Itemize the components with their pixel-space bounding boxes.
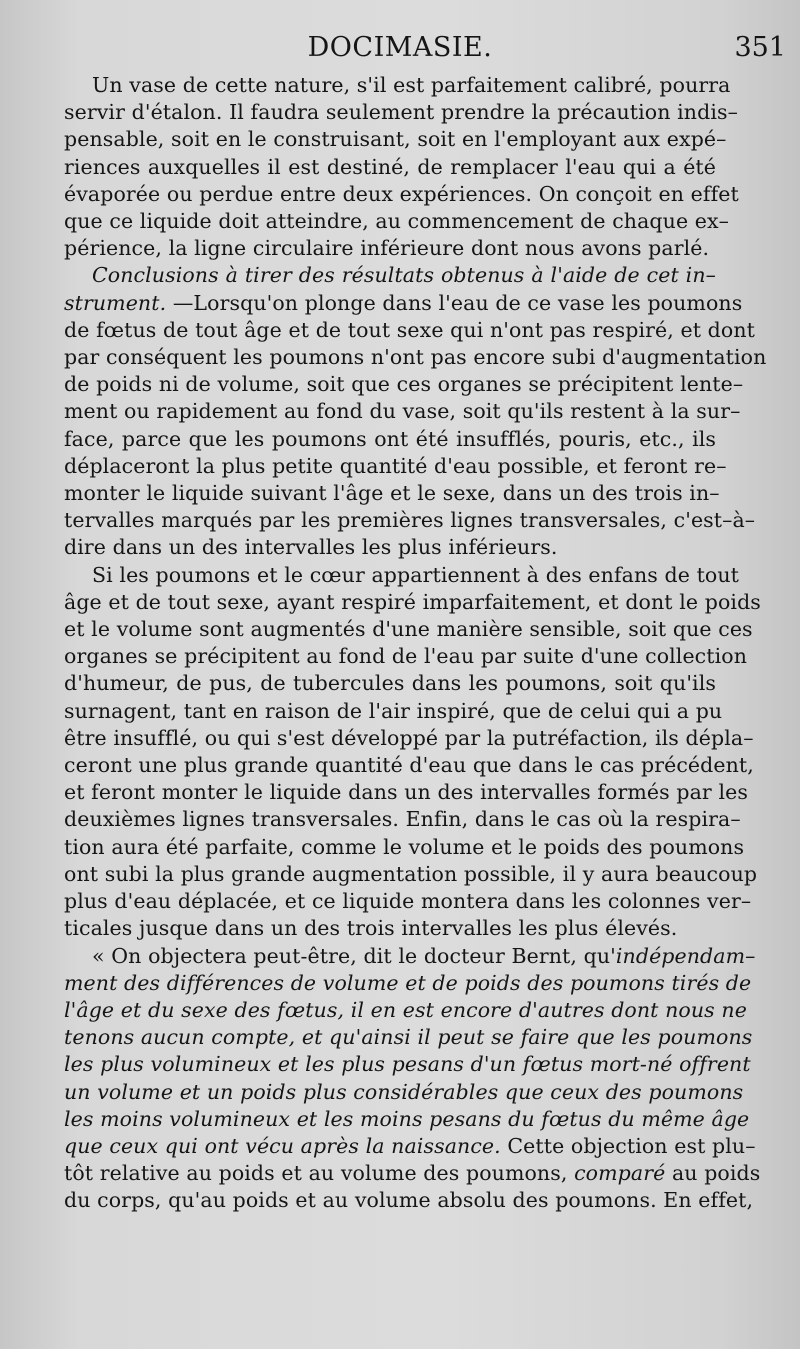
text-line [64, 371, 744, 398]
text: surnagent, tant en raison de l'air inspiré, que de celui qui a pu [64, 698, 723, 723]
italic-text: comparé [574, 1161, 666, 1186]
text: riences auxquelles il est destiné, de remplacer l'eau qui a été [64, 154, 716, 179]
page-header [0, 32, 800, 72]
text: Si les poumons et le cœur appartiennent à des enfans de tout [92, 562, 740, 587]
text-line [64, 426, 716, 453]
text-line [64, 643, 747, 670]
text: âge et de tout sexe, ayant respiré imparfaitement, et dont le poids [64, 589, 761, 614]
text-line [64, 398, 741, 425]
text-line [64, 861, 758, 888]
text-line [64, 344, 767, 371]
text: ment ou rapidement au fond du vase, soit qu'ils restent à la sur– [64, 399, 741, 424]
italic-text: strument. [64, 290, 167, 315]
text: que ce liquide doit atteindre, au commencement de chaque ex– [64, 209, 730, 234]
paragraph [64, 262, 767, 561]
italic-text: Conclusions à tirer des résultats obtenus à l'aide de cet in– [92, 263, 716, 288]
text-line [64, 1187, 754, 1214]
text-line [64, 72, 731, 99]
text: face, parce que les poumons ont été insufflés, pouris, etc., ils [64, 426, 716, 451]
text: monter le liquide suivant l'âge et le sexe, dans un des trois in– [64, 481, 720, 506]
text-line [64, 1024, 753, 1051]
text-line [64, 1051, 751, 1078]
text: être insufflé, ou qui s'est développé par la putréfaction, ils dépla– [64, 725, 754, 750]
text: deuxièmes lignes transversales. Enfin, dans le cas où la respira– [64, 807, 741, 832]
text: tervalles marqués par les premières lignes transversales, c'est–à– [64, 508, 756, 533]
paragraph [64, 943, 761, 1215]
text: évaporée ou perdue entre deux expériences. On conçoit en effet [64, 181, 739, 206]
text: « On objectera peut-être, dit le docteur Bernt, qu' [92, 943, 616, 968]
text: Un vase de cette nature, s'il est parfaitement calibré, pourra [92, 73, 731, 97]
text: tion aura été parfaite, comme le volume et le poids des poumons [64, 834, 745, 859]
text-line [64, 507, 756, 534]
text: organes se précipitent au fond de l'eau par suite d'une collection [64, 644, 747, 669]
text: pensable, soit en le construisant, soit en l'employant aux expé– [64, 127, 727, 152]
text: de fœtus de tout âge et de tout sexe qui n'ont pas respiré, et dont [64, 317, 755, 342]
text-line [64, 262, 716, 289]
text-line [64, 997, 747, 1024]
text: ceront une plus grande quantité d'eau que dans le cas précédent, [64, 753, 754, 778]
text-line [64, 752, 754, 779]
italic-text: que ceux qui ont vécu après la naissance. [64, 1133, 501, 1158]
italic-text: ment des différences de volume et de poids des poumons tirés de [64, 970, 752, 995]
text-line [64, 943, 756, 970]
text-line [64, 616, 753, 643]
text-line [64, 589, 761, 616]
text-line [64, 915, 716, 942]
text-line [64, 480, 720, 507]
text-line [64, 235, 716, 262]
italic-text: un volume et un poids plus considérables que ceux des poumons [64, 1079, 744, 1104]
text-line [64, 290, 743, 317]
text: ticales jusque dans un des trois intervalles les plus élevés. [64, 916, 678, 941]
text-line [64, 670, 716, 697]
paragraph [64, 72, 739, 262]
paragraph [64, 562, 761, 943]
text-line [64, 208, 730, 235]
text: et feront monter le liquide dans un des intervalles formés par les [64, 780, 748, 805]
text-line [64, 779, 748, 806]
text-line [64, 970, 752, 997]
text-line [64, 99, 738, 126]
running-title: DOCIMASIE. [307, 32, 493, 63]
text-line [64, 698, 723, 725]
text: et le volume sont augmentés d'une manière sensible, soit que ces [64, 617, 753, 642]
text-line [64, 888, 752, 915]
italic-text: les plus volumineux et les plus pesans d'un fœtus mort-né offrent [64, 1052, 751, 1077]
text: —Lorsqu'on plonge dans l'eau de ce vase les poumons [166, 290, 743, 315]
page-number: 351 [734, 32, 786, 63]
text-line [64, 1079, 744, 1106]
italic-text: l'âge et du sexe des fœtus, il en est encore d'autres dont nous ne [64, 997, 747, 1022]
text-line [64, 181, 739, 208]
body-text [64, 72, 767, 1215]
text-line [64, 154, 716, 181]
text-line [64, 534, 716, 561]
text-line [64, 1106, 750, 1133]
italic-text: les moins volumineux et les moins pesans du fœtus du même âge [64, 1106, 750, 1131]
italic-text: indépendam– [615, 943, 756, 968]
text-line [64, 806, 741, 833]
text: au poids [665, 1161, 761, 1186]
text: ont subi la plus grande augmentation possible, il y aura beaucoup [64, 861, 758, 886]
text: d'humeur, de pus, de tubercules dans les poumons, soit qu'ils [64, 671, 716, 696]
text: de poids ni de volume, soit que ces organes se précipitent lente– [64, 372, 744, 397]
text-line [64, 1160, 761, 1187]
text: déplaceront la plus petite quantité d'eau possible, et feront re– [64, 453, 727, 478]
text: plus d'eau déplacée, et ce liquide montera dans les colonnes ver– [64, 889, 752, 914]
text: dire dans un des intervalles les plus inférieurs. [64, 535, 558, 560]
text-line [64, 126, 727, 153]
text: du corps, qu'au poids et au volume absolu des poumons. En effet, [64, 1188, 754, 1213]
text: tôt relative au poids et au volume des poumons, [64, 1161, 575, 1186]
text-line [64, 317, 755, 344]
text: par conséquent les poumons n'ont pas encore subi d'augmentation [64, 345, 767, 370]
text-line [64, 562, 740, 589]
text: servir d'étalon. Il faudra seulement prendre la précaution indis– [64, 100, 738, 125]
text: Cette objection est plu– [500, 1133, 756, 1158]
text-line [64, 834, 745, 861]
text: périence, la ligne circulaire inférieure dont nous avons parlé. [64, 236, 710, 261]
text-line [64, 1133, 756, 1160]
text-line [64, 453, 727, 480]
text-line [64, 725, 754, 752]
italic-text: tenons aucun compte, et qu'ainsi il peut se faire que les poumons [64, 1025, 753, 1050]
